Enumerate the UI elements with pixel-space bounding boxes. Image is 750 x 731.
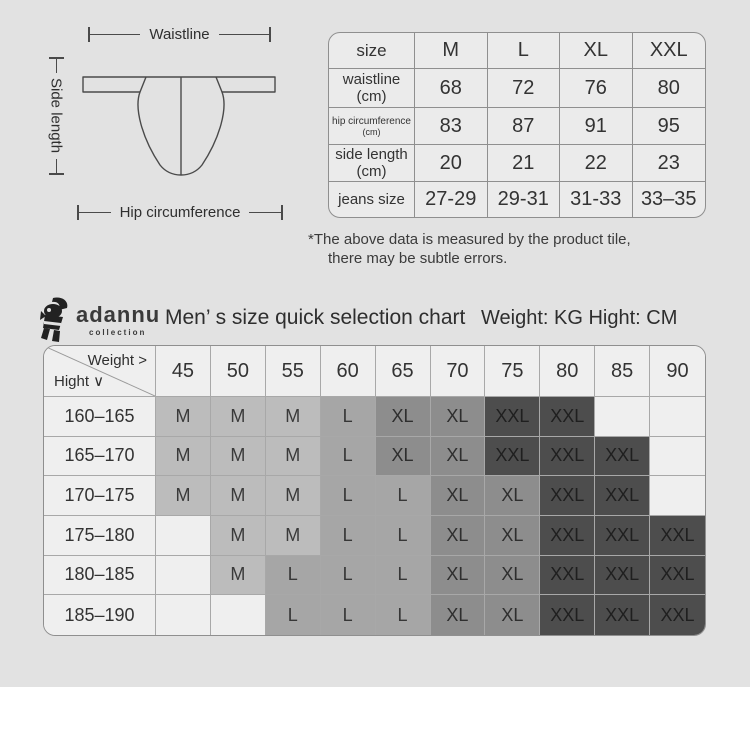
- brand-name: adannu: [76, 302, 161, 327]
- matrix-weight-header: 60: [321, 346, 376, 397]
- matrix-size-cell: L: [321, 476, 376, 516]
- matrix-size-cell: L: [376, 476, 431, 516]
- size-table-column-header: M: [415, 33, 488, 69]
- size-table-value: 83: [415, 108, 488, 145]
- measurement-note: [308, 230, 631, 268]
- measure-line: [79, 212, 111, 213]
- size-table-row-label: [329, 145, 415, 182]
- matrix-size-cell: [595, 397, 650, 437]
- waistline-label: Waistline: [149, 25, 210, 43]
- matrix-size-cell: [156, 595, 211, 635]
- matrix-size-cell: XXL: [595, 516, 650, 556]
- matrix-height-label: 165–170: [44, 437, 156, 477]
- matrix-size-cell: M: [156, 437, 211, 477]
- brand-subtitle: collection: [89, 328, 147, 337]
- matrix-size-cell: XXL: [540, 516, 595, 556]
- matrix-size-cell: XXL: [595, 476, 650, 516]
- size-table-row-label-text: jeans size: [338, 191, 405, 208]
- matrix-size-cell: XXL: [595, 556, 650, 596]
- size-table-value: 20: [415, 145, 488, 182]
- size-table-row-label-text: hip circumference: [332, 115, 411, 127]
- matrix-height-label: 185–190: [44, 595, 156, 635]
- measure-tick-icon: [49, 173, 64, 175]
- matrix-grid: [43, 345, 706, 636]
- matrix-size-cell: XXL: [485, 437, 540, 477]
- matrix-size-cell: L: [266, 595, 321, 635]
- measure-line: [219, 34, 269, 35]
- measure-tick-icon: [281, 205, 283, 220]
- waistline-measure: [88, 26, 271, 42]
- measure-line: [249, 212, 281, 213]
- measure-tick-icon: [269, 27, 271, 42]
- size-selection-matrix: [43, 345, 706, 636]
- matrix-size-cell: XXL: [540, 556, 595, 596]
- matrix-size-cell: M: [211, 397, 266, 437]
- matrix-size-cell: M: [211, 476, 266, 516]
- size-table-row-label-unit: (cm): [362, 126, 381, 137]
- matrix-corner-cell: [44, 346, 156, 397]
- matrix-size-cell: M: [211, 437, 266, 477]
- note-line-2: there may be subtle errors.: [328, 250, 508, 267]
- matrix-size-cell: [650, 397, 705, 437]
- size-table-column-header: XL: [560, 33, 633, 69]
- size-table-value: 91: [560, 108, 633, 145]
- matrix-size-cell: M: [266, 516, 321, 556]
- matrix-size-cell: XXL: [540, 397, 595, 437]
- size-table-value: 87: [488, 108, 561, 145]
- matrix-size-cell: [156, 556, 211, 596]
- size-table-value: 29-31: [488, 182, 561, 217]
- size-table-row-label-unit: (cm): [356, 88, 387, 105]
- size-table-row-label: [329, 69, 415, 108]
- matrix-size-cell: XL: [485, 476, 540, 516]
- matrix-size-cell: XL: [485, 595, 540, 635]
- matrix-size-cell: XXL: [540, 437, 595, 477]
- matrix-size-cell: XL: [431, 595, 486, 635]
- size-table-row-label: [329, 182, 415, 217]
- matrix-size-cell: XXL: [650, 595, 705, 635]
- matrix-size-cell: XL: [485, 516, 540, 556]
- matrix-size-cell: M: [156, 476, 211, 516]
- matrix-size-cell: M: [211, 556, 266, 596]
- matrix-size-cell: [156, 516, 211, 556]
- note-line-1: *The above data is measured by the product tile,: [308, 231, 631, 248]
- size-table-value: 27-29: [415, 182, 488, 217]
- side-length-measure: [48, 57, 64, 175]
- size-table-value: 72: [488, 69, 561, 108]
- matrix-height-label: 175–180: [44, 516, 156, 556]
- matrix-size-cell: XL: [376, 397, 431, 437]
- matrix-size-cell: L: [376, 595, 431, 635]
- matrix-size-cell: M: [266, 437, 321, 477]
- matrix-weight-header: 55: [266, 346, 321, 397]
- matrix-weight-header: 85: [595, 346, 650, 397]
- matrix-size-cell: XXL: [485, 397, 540, 437]
- matrix-weight-header: 90: [650, 346, 705, 397]
- matrix-size-cell: XXL: [540, 595, 595, 635]
- matrix-weight-axis-label: Weight >: [87, 352, 147, 369]
- matrix-weight-header: 75: [485, 346, 540, 397]
- measure-line: [90, 34, 140, 35]
- matrix-size-cell: L: [321, 437, 376, 477]
- size-table-row-label-text: waistline: [342, 71, 401, 88]
- matrix-weight-header: 65: [376, 346, 431, 397]
- matrix-size-cell: M: [211, 516, 266, 556]
- matrix-size-cell: L: [321, 397, 376, 437]
- hip-circumference-measure: [77, 204, 283, 220]
- matrix-size-cell: M: [266, 397, 321, 437]
- matrix-size-cell: L: [376, 516, 431, 556]
- matrix-size-cell: XXL: [650, 516, 705, 556]
- selection-chart-title: Men’ s size quick selection chart: [165, 306, 466, 329]
- brand-mascot-icon: [38, 297, 70, 343]
- matrix-height-axis-label: Hight ∨: [54, 373, 105, 390]
- size-table-value: 22: [560, 145, 633, 182]
- matrix-size-cell: XXL: [650, 556, 705, 596]
- matrix-size-cell: L: [376, 556, 431, 596]
- measure-line: [56, 159, 57, 173]
- size-table-grid: [328, 32, 706, 218]
- matrix-height-label: 160–165: [44, 397, 156, 437]
- matrix-size-cell: XL: [431, 476, 486, 516]
- matrix-size-cell: [211, 595, 266, 635]
- size-table-value: 33–35: [640, 188, 697, 210]
- matrix-size-cell: L: [266, 556, 321, 596]
- matrix-size-cell: L: [321, 516, 376, 556]
- matrix-weight-header: 80: [540, 346, 595, 397]
- size-table-corner-label: size: [329, 33, 415, 69]
- size-table-column-header: XXL: [633, 33, 706, 69]
- matrix-size-cell: XL: [431, 556, 486, 596]
- matrix-size-cell: XXL: [595, 437, 650, 477]
- matrix-size-cell: XXL: [595, 595, 650, 635]
- size-table-value: 21: [488, 145, 561, 182]
- matrix-size-cell: XXL: [540, 476, 595, 516]
- matrix-height-label: 170–175: [44, 476, 156, 516]
- matrix-size-cell: L: [321, 556, 376, 596]
- matrix-size-cell: M: [156, 397, 211, 437]
- size-measurements-table: [328, 32, 706, 218]
- matrix-size-cell: L: [321, 595, 376, 635]
- matrix-size-cell: XL: [431, 516, 486, 556]
- matrix-size-cell: XL: [485, 556, 540, 596]
- side-length-label: Side length: [47, 78, 65, 154]
- matrix-weight-header: 50: [211, 346, 266, 397]
- size-table-value: 31-33: [560, 182, 633, 217]
- matrix-size-cell: XL: [376, 437, 431, 477]
- thong-underwear-drawing: [80, 70, 280, 182]
- matrix-weight-header: 45: [156, 346, 211, 397]
- size-table-row-label: [329, 108, 415, 145]
- size-table-column-header: L: [488, 33, 561, 69]
- size-table-value: 95: [633, 108, 706, 145]
- matrix-height-label: 180–185: [44, 556, 156, 596]
- matrix-size-cell: [650, 437, 705, 477]
- hip-circumference-label: Hip circumference: [119, 203, 241, 221]
- matrix-size-cell: M: [266, 476, 321, 516]
- matrix-size-cell: [650, 476, 705, 516]
- units-legend: Weight: KG Hight: CM: [481, 307, 678, 329]
- size-table-row-label-text: side length: [335, 146, 408, 163]
- size-table-row-label-unit: (cm): [356, 163, 387, 180]
- matrix-weight-header: 70: [431, 346, 486, 397]
- size-table-value: 23: [633, 145, 706, 182]
- matrix-size-cell: XL: [431, 397, 486, 437]
- measure-line: [56, 59, 57, 73]
- matrix-size-cell: XL: [431, 437, 486, 477]
- size-table-value: 68: [415, 69, 488, 108]
- size-table-value: 76: [560, 69, 633, 108]
- size-table-value: 80: [633, 69, 706, 108]
